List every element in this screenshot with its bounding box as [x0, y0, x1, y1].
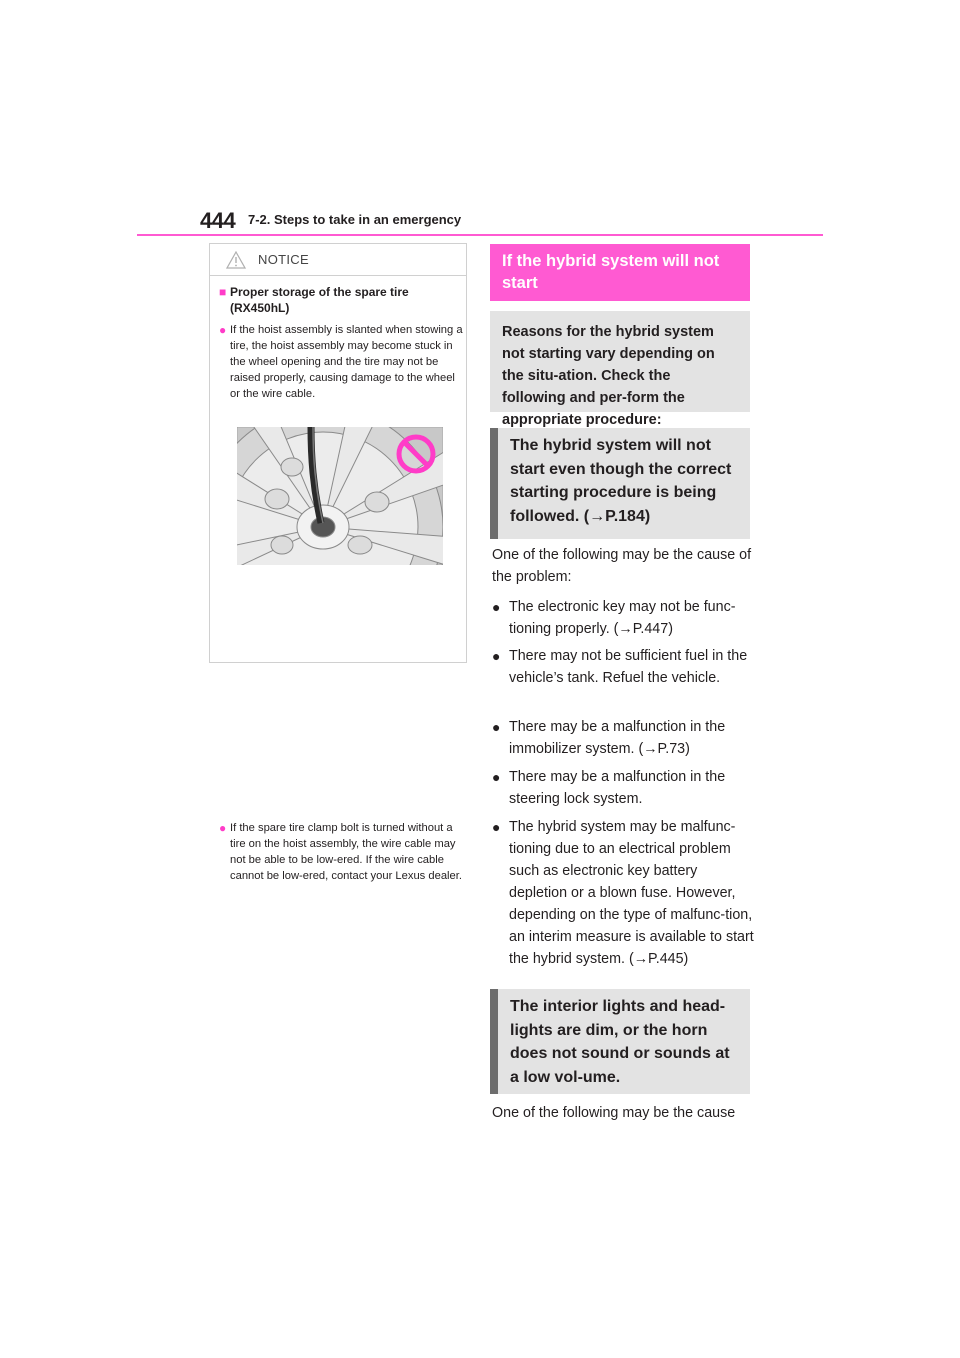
- notice-box: [209, 243, 467, 882]
- bullet-dot-icon: ●: [492, 769, 501, 785]
- notice-bullet-text: If the hoist assembly is slanted when stowing a tire, the hoist assembly may become stuck in the wheel opening and the tire may not be raised properly, causing damage to the wheel or the wire cable.: [230, 324, 463, 400]
- bullet-dot-icon: ●: [492, 648, 501, 664]
- cause-item: [492, 766, 756, 810]
- header-rule: [137, 234, 823, 236]
- bullet-dot-icon: ●: [492, 819, 501, 835]
- bullet-dot-icon: ●: [492, 719, 501, 735]
- section-heading: If the hybrid system will not start: [490, 244, 750, 301]
- condition-heading: The interior lights and head-lights are dim, or the horn does not sound or sounds at a low vol-ume.: [490, 989, 750, 1094]
- circle-bullet-icon: ●: [219, 821, 227, 835]
- notice-label: NOTICE: [258, 252, 309, 267]
- wheel-hoist-illustration: [237, 427, 443, 565]
- circle-bullet-icon: ●: [219, 323, 227, 337]
- notice-sub-heading: [219, 284, 465, 316]
- prohibited-icon: [395, 433, 437, 480]
- notice-bullet: [219, 820, 465, 884]
- cause-item: [492, 816, 756, 970]
- cause-text: There may be a malfunction in the immobilizer system. (→P.73): [509, 719, 726, 757]
- lead-text: One of the following may be the cause of the problem:: [492, 547, 752, 585]
- warning-triangle-icon: [226, 251, 246, 274]
- cause-text: The hybrid system may be malfunc-tioning due to an electrical problem such as electronic key battery depletion or a blown fuse. However, depending on the type of malfunc-tion, an interim measure is available to start the hybrid system. (→P.445): [509, 819, 754, 967]
- cause-text: There may be a malfunction in the steering lock system.: [509, 769, 726, 807]
- page-number: 444: [200, 208, 236, 233]
- notice-bullet-text: If the spare tire clamp bolt is turned without a tire on the hoist assembly, the wire cable may not be able to be low-ered. If the wire cable cannot be low-ered, contact your Lexus dealer.: [230, 822, 462, 882]
- condition-heading: The hybrid system will not start even though the correct starting procedure is being followed. (→P.184): [490, 428, 750, 539]
- cause-item: [492, 596, 756, 640]
- cause-item: [492, 645, 756, 689]
- notice-header: [210, 244, 466, 276]
- notice-sub-heading-text: Proper storage of the spare tire (RX450hL): [230, 285, 409, 315]
- cause-item: [492, 716, 756, 760]
- intro-box: Reasons for the hybrid system not starting vary depending on the situ-ation. Check the following and per-form the appropriate procedure:: [490, 311, 750, 412]
- cause-text: There may not be sufficient fuel in the vehicle’s tank. Refuel the vehicle.: [509, 648, 748, 686]
- cause-text: The electronic key may not be func-tioning properly. (→P.447): [509, 599, 736, 637]
- bullet-dot-icon: ●: [492, 599, 501, 615]
- section-title: 7-2. Steps to take in an emergency: [248, 212, 462, 227]
- lead-text: One of the following may be the cause: [492, 1105, 736, 1121]
- notice-bullet: [219, 322, 465, 402]
- square-bullet-icon: ■: [219, 285, 227, 299]
